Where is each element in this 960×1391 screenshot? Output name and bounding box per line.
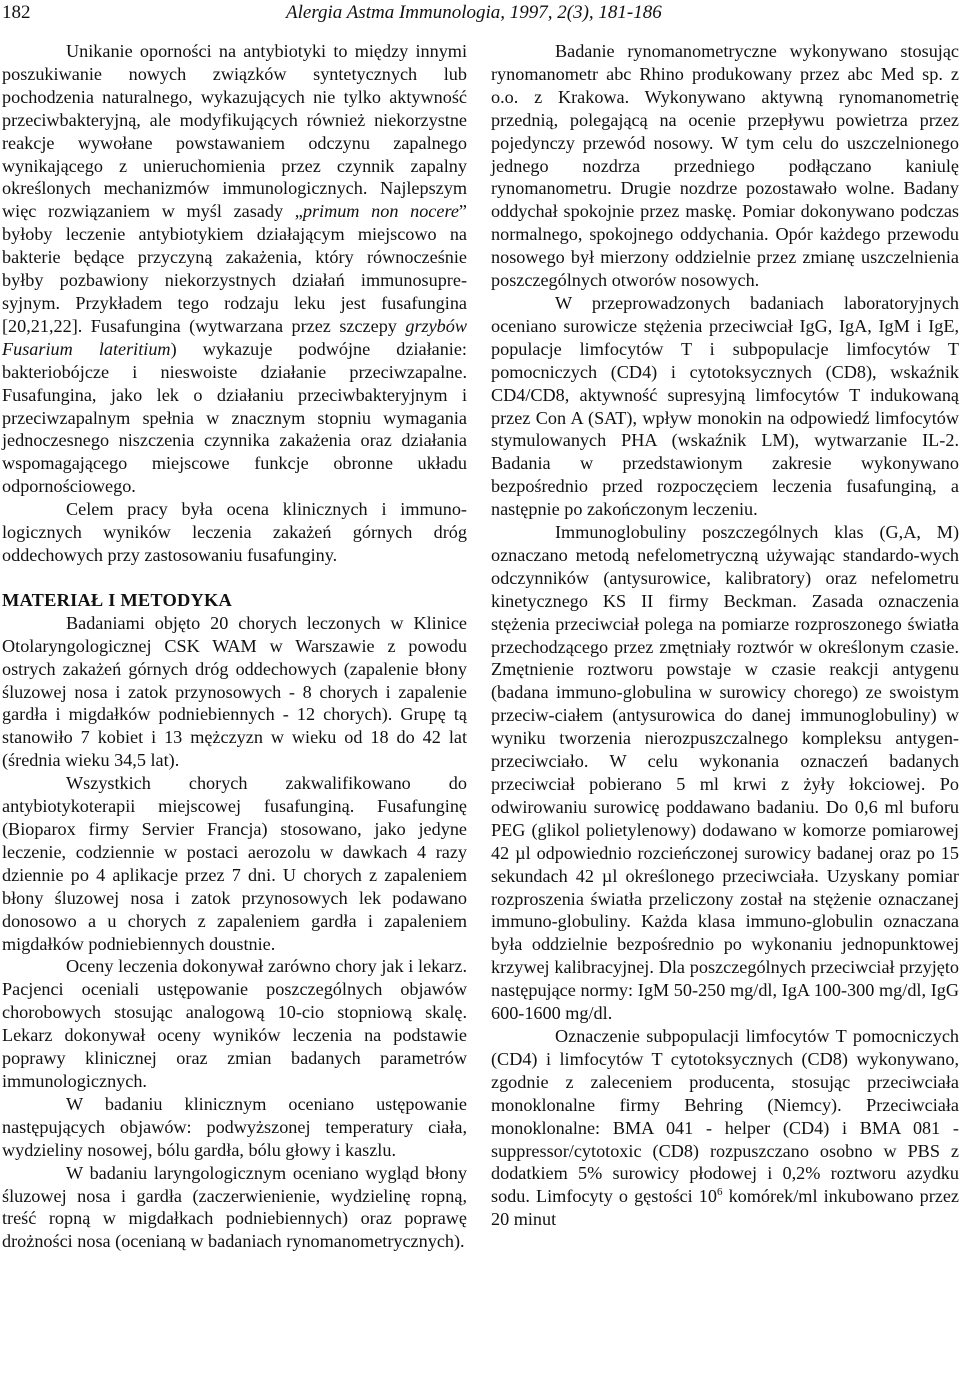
paragraph: Oceny leczenia dokonywał zarówno chory jak i lekarz. Pacjenci oceniali ustępowanie poszczególnych objawów chorobowych stosując analogową 10-cio stopniową skalę. Lekarz dokonywał oceny wyników leczenia na podstawie poprawy klinicznej oraz zmian badanych parametrów immunologicznych. bbox=[2, 956, 467, 1091]
page-header bbox=[0, 2, 960, 28]
paragraph: Badaniami objęto 20 chorych leczonych w Klinice Otolaryngologicznej CSK WAM w Warszawie z powodu ostrych zakażeń górnych dróg oddechowych (zapalenie błony śluzowej nosa i zatok przynosowych - 8 chorych i zapalenie gardła i migdałków podniebiennych - 12 chorych). Grupę tą stanowiło 7 kobiet i 13 mężczyzn w wieku od 18 do 42 lat (średnia wieku 34,5 lat). bbox=[2, 612, 467, 771]
section-heading: MATERIAŁ I METODYKA bbox=[2, 589, 232, 610]
right-column bbox=[491, 40, 959, 1231]
paragraph: W badaniu laryngologicznym oceniano wygląd błony śluzowej nosa i gardła (zaczerwienienie, wydzielinę ropną, treść ropną w migdałkach podniebiennych) oraz poprawę drożności nosa (ocenianą w badaniach rynomanometrycznych). bbox=[2, 1162, 467, 1252]
paragraph: Unikanie oporności na antybiotyki to między innymi poszukiwanie nowych związków syntetycznych lub pochodzenia naturalnego, wykazujących nie tylko aktywność przeciwbakteryjną, ale modyfikujących również niekorzystne reakcje wywołane powstawaniem odczynu zapalnego wynikającego z unieruchomienia przez czynnik zapalny określonych mechanizmów immunologicznych. Najlepszym więc rozwiązaniem w myśl zasady „primum non nocere” byłoby leczenie antybiotykiem działającym miejscowo na bakterie będące przyczyną zakażenia, który równocześnie byłby pozbawiony niekorzystnych działań immunosupre-syjnym. Przykładem tego rodzaju leku jest fusafungina [20,21,22]. Fusafungina (wytwarzana przez szczepy grzybów Fusarium lateritium) wykazuje podwójne działanie: bakteriobójcze i nieswoiste działanie przeciwzapalne. Fusafungina, jako lek o działaniu przeciwbakteryjnym i przeciwzapalnym spełnia w znacznym stopniu wymagania jednoczesnego niszczenia czynnika zakażenia oraz działania wspomagającego miejscowe funkcje obronne układu odpornościowego. bbox=[2, 41, 467, 497]
paragraph: Badanie rynomanometryczne wykonywano stosując rynomanometr abc Rhino produkowany przez abc Med sp. z o.o. z Krakowa. Wykonywano aktywną rynomanometrię przednią, polegającą na ocenie przepływu powietrza przez pojedynczy przewód nosowy. W tym celu do uszczelnionego jednego nozdrza przedniego podłączano kaniulę rynomanometru. Drugie nozdrze pozostawało wolne. Badany oddychał spokojnie przez maskę. Pomiar dokonywano podczas normalnego, spokojnego oddychania. Opór każdego przewodu nosowego był mierzony oddzielnie przez zmianę uszczelnienia poszczególnych otworów nosowych. bbox=[491, 41, 959, 291]
left-column bbox=[2, 40, 467, 1253]
page-number: 182 bbox=[2, 2, 31, 23]
paragraph: Celem pracy była ocena klinicznych i immuno-logicznych wyników leczenia zakażeń górnych dróg oddechowych przy zastosowaniu fusafunginy. bbox=[2, 499, 467, 565]
running-head: Alergia Astma Immunologia, 1997, 2(3), 181-186 bbox=[286, 2, 662, 23]
paragraph: W przeprowadzonych badaniach laboratoryjnych oceniano surowicze stężenia przeciwciał IgG, IgA, IgM i IgE, populacje limfocytów T i subpopulacje limfocytów T pomocniczych (CD4) i cytotoksycznych (CD8), wskaźnik CD4/CD8, aktywność supresyjną limfocytów T indukowaną przez Con A (SAT), wpływ monokin na odpowiedź limfocytów stymulowanych PHA (wskaźnik LM), wytwarzanie IL-2. Badania w przedstawionym zakresie wykonywano bezpośrednio przed rozpoczęciem leczenia fusafunginą, a następnie po zakończonym leczeniu. bbox=[491, 292, 959, 520]
paragraph: Oznaczenie subpopulacji limfocytów T pomocniczych (CD4) i limfocytów T cytotoksycznych (CD8) wykonywano, zgodnie z zaleceniem producenta, stosując przeciwciała monoklonalne firmy Behring (Niemcy). Przeciwciała monoklonalne: BMA 041 - helper (CD4) i BMA 081 - suppressor/cytotoxic (CD8) rozpuszczano osobno w PBS z dodatkiem 5% surowicy płodowej i 0,2% roztworu azydku sodu. Limfocyty o gęstości $10^6$ komórek/ml inkubowano przez 20 minut bbox=[491, 1025, 959, 1230]
paragraph: Immunoglobuliny poszczególnych klas (G,A, M) oznaczano metodą nefelometryczną używając standardo-wych odczynników (antysurowice, kalibratory) oraz nefelometru kinetycznego KS II firmy Beckman. Zasada oznaczenia stężenia przeciwciał polega na pomiarze rozproszonego światła przechodzącego przez zmętniały roztwór w określonym czasie. Zmętnienie roztworu powstaje w czasie reakcji antygenu (badana immuno-globulina w surowicy chorego) ze swoistym przeciw-ciałem (antysurowica do danej immunoglobuliny) w wyniku tworzenia nierozpuszczalnego kompleksu antygen-przeciwciało. W celu wykonania oznaczeń badanych przeciwciał pobierano 5 ml krwi z żyły łokciowej. Po odwirowaniu surowicę poddawano badaniu. Do 0,6 ml buforu PEG (glikol polietylenowy) dodawano w komorze pomiarowej 42 µl odpowiednio rozcieńczonej surowicy badanej oraz po 15 sekundach 42 µl określonego przeciwciała. Uzyskany pomiar rozproszenia światła przeliczony został na stężenie oznaczanej immuno-globuliny. Każda klasa immuno-globulin oznaczana była oddzielnie bezpośrednio po wykonaniu jednopunktowej krzywej kalibracyjnej. Dla poszczególnych przeciwciał przyjęto następujące normy: IgM 50-250 mg/dl, IgA 100-300 mg/dl, IgG 600-1600 mg/dl. bbox=[491, 522, 959, 1024]
paragraph: W badaniu klinicznym oceniano ustępowanie następujących objawów: podwyższonej temperatury ciała, wydzieliny nosowej, bólu gardła, bólu głowy i kaszlu. bbox=[2, 1093, 467, 1160]
superscript-exponent: 6 bbox=[716, 1186, 723, 1199]
paragraph: Wszystkich chorych zakwalifikowano do antybiotykoterapii miejscowej fusafunginą. Fusafunginę (Bioparox firmy Servier Francja) stosowano, jako jedyne leczenie, codziennie w postaci aerozolu w dawkach 4 razy dziennie po 4 aplikacje przez 7 dni. U chorych z zapaleniem błony śluzowej nosa i zatok przynosowych lek podawano donosowo a u chorych z zapaleniem gardła i zapaleniem migdałków podniebiennych doustnie. bbox=[2, 773, 467, 954]
